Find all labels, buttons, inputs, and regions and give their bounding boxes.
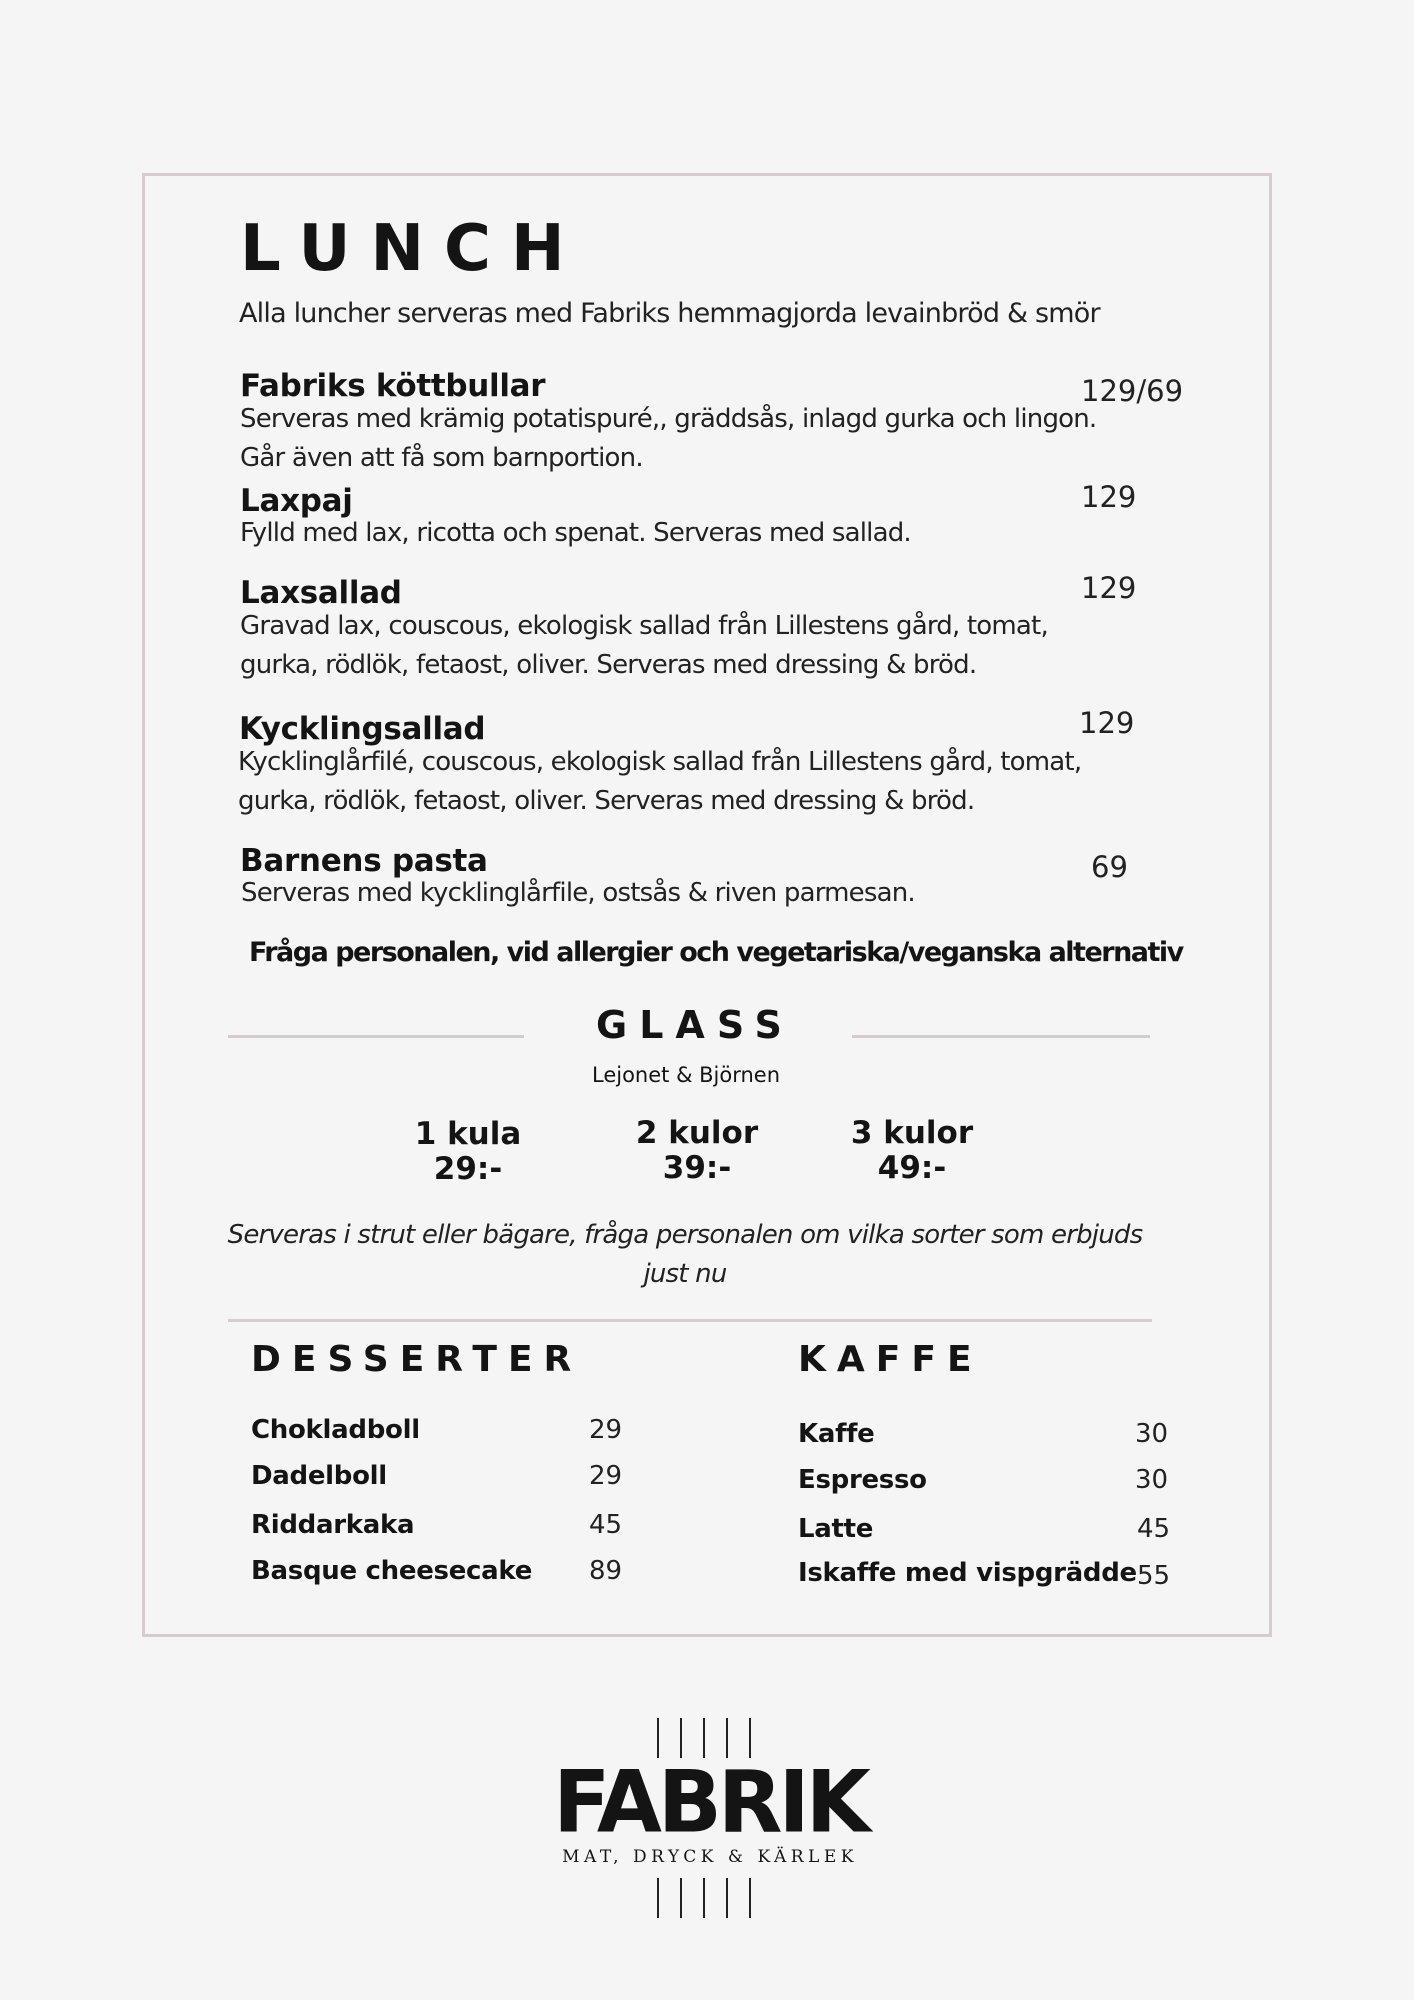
divider xyxy=(228,1035,524,1038)
logo-wordmark: FABRIK xyxy=(553,1752,867,1852)
allergy-note: Fråga personalen, vid allergier och vegetariska/veganska alternativ xyxy=(249,937,1183,968)
dessert-price: 45 xyxy=(589,1510,623,1540)
lunch-item-price: 129 xyxy=(1081,571,1137,605)
coffee-name: Latte xyxy=(798,1514,874,1544)
coffee-price: 45 xyxy=(1137,1514,1171,1544)
lunch-item-desc: Kycklinglårfilé, couscous, ekologisk sallad från Lillestens gård, tomat, xyxy=(238,747,1082,777)
lunch-item-name: Laxpaj xyxy=(240,483,353,519)
glass-title: GLASS xyxy=(596,1003,794,1047)
glass-option-price: 49:- xyxy=(877,1150,947,1186)
lunch-title: LUNCH xyxy=(240,212,585,286)
glass-option xyxy=(832,1116,992,1186)
glass-option-price: 39:- xyxy=(662,1150,732,1186)
dessert-price: 29 xyxy=(589,1415,623,1445)
dessert-name: Chokladboll xyxy=(251,1415,420,1445)
lunch-item-price: 69 xyxy=(1091,850,1128,884)
lunch-item-price: 129/69 xyxy=(1081,374,1184,408)
dessert-price: 29 xyxy=(589,1461,623,1491)
coffee-name: Iskaffe med vispgrädde xyxy=(798,1558,1137,1588)
lunch-item-desc: Fylld med lax, ricotta och spenat. Serveras med sallad. xyxy=(240,518,911,548)
coffee-name: Kaffe xyxy=(798,1419,875,1449)
glass-subtitle: Lejonet & Björnen xyxy=(592,1063,781,1087)
glass-note: Serveras i strut eller bägare, fråga personalen om vilka sorter som erbjuds just nu xyxy=(227,1220,1143,1289)
glass-option-label: 3 kulor xyxy=(850,1115,974,1151)
lunch-subtitle: Alla luncher serveras med Fabriks hemmagjorda levainbröd & smör xyxy=(239,298,1100,329)
logo-bars-bottom xyxy=(655,1878,760,1918)
lunch-item-desc: Serveras med krämig potatispuré,, gräddsås, inlagd gurka och lingon. xyxy=(240,404,1097,434)
lunch-item-name: Barnens pasta xyxy=(240,843,488,879)
lunch-item-name: Fabriks köttbullar xyxy=(240,368,546,404)
divider xyxy=(228,1319,1152,1322)
glass-option xyxy=(388,1117,548,1187)
lunch-item-desc: Serveras med kycklinglårfile, ostsås & riven parmesan. xyxy=(241,878,915,908)
lunch-item-price: 129 xyxy=(1081,480,1137,514)
divider xyxy=(852,1035,1150,1038)
lunch-item-desc: Går även att få som barnportion. xyxy=(240,443,643,473)
coffee-price: 55 xyxy=(1137,1561,1171,1591)
coffee-price: 30 xyxy=(1135,1419,1169,1449)
dessert-price: 89 xyxy=(589,1556,623,1586)
dessert-name: Dadelboll xyxy=(251,1461,387,1491)
lunch-item-desc: gurka, rödlök, fetaost, oliver. Serveras med dressing & bröd. xyxy=(240,650,977,680)
glass-option xyxy=(617,1116,777,1186)
lunch-item-desc: Gravad lax, couscous, ekologisk sallad från Lillestens gård, tomat, xyxy=(240,611,1048,641)
glass-option-label: 2 kulor xyxy=(635,1115,759,1151)
kaffe-title: KAFFE xyxy=(798,1339,983,1380)
coffee-name: Espresso xyxy=(798,1465,927,1495)
dessert-name: Riddarkaka xyxy=(251,1510,415,1540)
lunch-item-desc: gurka, rödlök, fetaost, oliver. Serveras med dressing & bröd. xyxy=(238,786,975,816)
dessert-name: Basque cheesecake xyxy=(251,1556,533,1586)
lunch-item-price: 129 xyxy=(1079,706,1135,740)
lunch-item-name: Kycklingsallad xyxy=(239,711,486,747)
lunch-item-name: Laxsallad xyxy=(240,575,402,611)
logo-tagline: MAT, DRYCK & KÄRLEK xyxy=(562,1847,858,1867)
glass-option-label: 1 kula xyxy=(414,1116,522,1152)
coffee-price: 30 xyxy=(1135,1465,1169,1495)
glass-option-price: 29:- xyxy=(433,1151,503,1187)
desserter-title: DESSERTER xyxy=(251,1339,583,1380)
